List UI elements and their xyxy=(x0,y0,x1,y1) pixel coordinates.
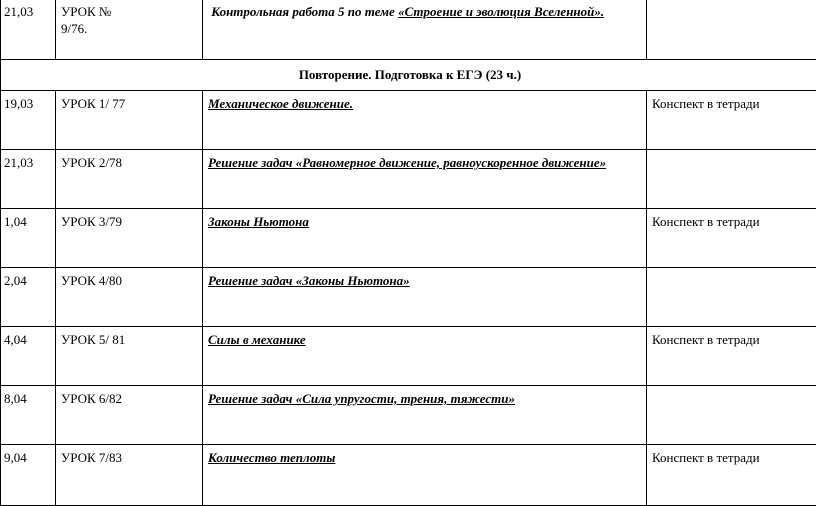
note-cell xyxy=(647,268,816,327)
note-cell: Конспект в тетради xyxy=(647,209,816,268)
table-row xyxy=(1,91,816,150)
topic-cell: Решение задач «Сила упругости, трения, тяжести» xyxy=(203,386,647,445)
table-row xyxy=(1,327,816,386)
date-cell: 2,04 xyxy=(1,268,56,327)
section-title: Повторение. Подготовка к ЕГЭ (23 ч.) xyxy=(1,60,816,91)
table-row xyxy=(1,268,816,327)
note-cell xyxy=(647,0,816,60)
topic-text-underlined: «Строение и эволюция Вселенной». xyxy=(398,4,604,19)
table-row xyxy=(1,150,816,209)
date-cell: 9,04 xyxy=(1,445,56,506)
topic-cell: Решение задач «Законы Ньютона» xyxy=(203,268,647,327)
date-cell: 21,03 xyxy=(1,150,56,209)
date-cell: 8,04 xyxy=(1,386,56,445)
table-row xyxy=(1,209,816,268)
note-cell xyxy=(647,150,816,209)
topic-cell: Количество теплоты xyxy=(203,445,647,506)
topic-cell xyxy=(203,0,647,60)
table-row xyxy=(1,0,816,60)
table-row xyxy=(1,445,816,506)
lesson-cell: УРОК 2/78 xyxy=(56,150,203,209)
topic-cell: Решение задач «Равномерное движение, равноускоренное движение» xyxy=(203,150,647,209)
lesson-cell xyxy=(56,0,203,60)
note-cell: Конспект в тетради xyxy=(647,445,816,506)
note-cell: Конспект в тетради xyxy=(647,327,816,386)
lesson-cell: УРОК 7/83 xyxy=(56,445,203,506)
topic-text: Контрольная работа 5 по теме xyxy=(211,4,398,19)
topic-cell: Силы в механике xyxy=(203,327,647,386)
section-row xyxy=(1,60,816,91)
date-cell: 21,03 xyxy=(1,0,56,60)
date-cell: 1,04 xyxy=(1,209,56,268)
table-row xyxy=(1,386,816,445)
lesson-cell: УРОК 1/ 77 xyxy=(56,91,203,150)
lesson-cell: УРОК 5/ 81 xyxy=(56,327,203,386)
lesson-cell: УРОК 4/80 xyxy=(56,268,203,327)
note-cell xyxy=(647,386,816,445)
lesson-number: УРОК № xyxy=(61,4,111,19)
lesson-number-cont: 9/76. xyxy=(61,21,87,36)
note-cell: Конспект в тетради xyxy=(647,91,816,150)
date-cell: 4,04 xyxy=(1,327,56,386)
lesson-cell: УРОК 3/79 xyxy=(56,209,203,268)
lesson-cell: УРОК 6/82 xyxy=(56,386,203,445)
topic-cell: Законы Ньютона xyxy=(203,209,647,268)
date-cell: 19,03 xyxy=(1,91,56,150)
topic-cell: Механическое движение. xyxy=(203,91,647,150)
